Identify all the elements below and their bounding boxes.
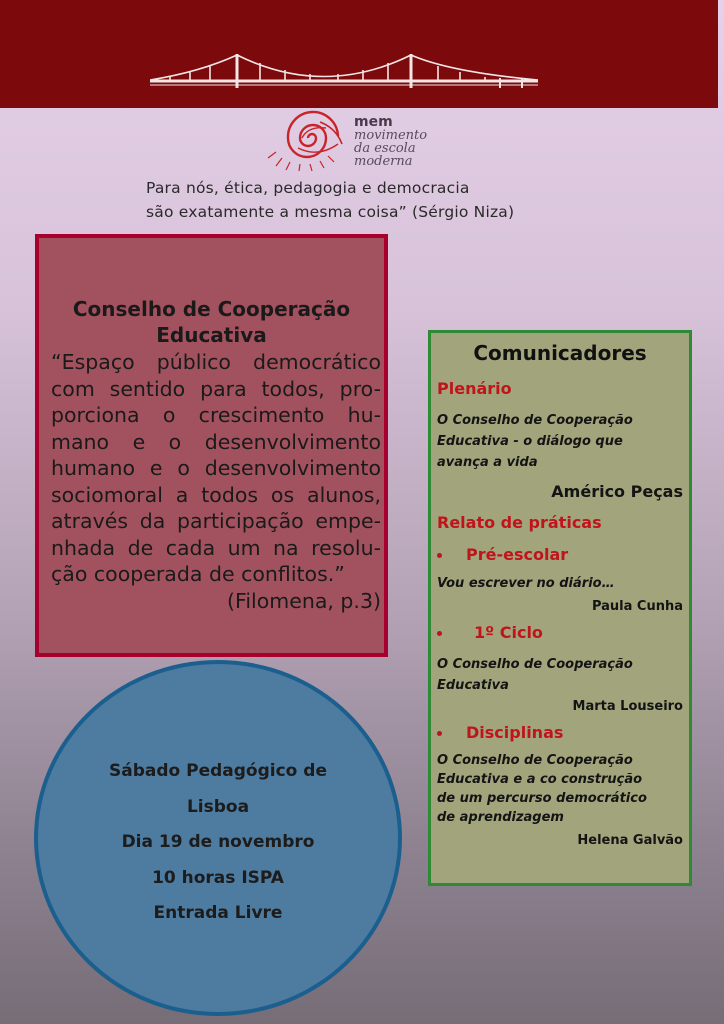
top-quote-line: são exatamente a mesma coisa” (Sérgio Niza) xyxy=(146,203,515,221)
suspension-bridge-icon xyxy=(150,50,538,90)
talk-line: O Conselho de Cooperação xyxy=(437,413,633,428)
practices-label: Relato de práticas xyxy=(437,513,602,532)
logo-name-line: da escola xyxy=(354,141,416,156)
event-info xyxy=(38,754,398,932)
council-quote-line: “Espaço público democrático xyxy=(51,350,381,374)
council-citation: (Filomena, p.3) xyxy=(227,588,381,613)
council-title-line: Educativa xyxy=(156,323,267,347)
council-box xyxy=(35,234,388,657)
logo-text xyxy=(354,116,427,168)
talk-line: Educativa e a co construção xyxy=(437,772,643,787)
talk-line: de aprendizagem xyxy=(437,810,564,825)
council-quote-line: nhada de cada um na resolu- xyxy=(51,535,381,560)
speakers-box xyxy=(428,330,692,886)
session-label xyxy=(437,623,543,642)
session-speaker: Helena Galvão xyxy=(577,833,683,848)
council-quote-line: porciona o crescimento hu- xyxy=(51,403,381,427)
talk-line: Educativa - o diálogo que xyxy=(437,434,623,449)
bullet-icon xyxy=(437,553,442,558)
council-quote xyxy=(51,349,381,614)
session-speaker: Paula Cunha xyxy=(591,599,683,614)
session-talk xyxy=(437,573,615,594)
event-line: 10 horas ISPA xyxy=(152,867,284,888)
council-quote-line: humano e o desenvolvimento xyxy=(51,456,381,480)
council-quote-line: através da participação empe- xyxy=(51,509,381,533)
session-label xyxy=(437,723,563,742)
event-line: Lisboa xyxy=(186,796,250,817)
council-quote-line: com sentido para todos, pro- xyxy=(51,376,381,401)
council-title-line: Conselho de Cooperação xyxy=(72,297,351,321)
session-label-text: 1º Ciclo xyxy=(474,623,543,642)
logo-abbr: mem xyxy=(354,114,393,130)
talk-line: de um percurso democrático xyxy=(437,791,647,806)
talk-line: O Conselho de Cooperação xyxy=(437,753,633,768)
event-line: Entrada Livre xyxy=(153,903,283,923)
top-quote-line: Para nós, ética, pedagogia e democracia xyxy=(146,179,470,197)
bullet-icon xyxy=(437,631,442,636)
logo-name-line: movimento xyxy=(354,128,428,143)
talk-line: Educativa xyxy=(437,678,509,693)
event-line: Dia 19 de novembro xyxy=(121,832,315,852)
logo-name-line: moderna xyxy=(354,154,413,169)
council-quote-line: mano e o desenvolvimento xyxy=(51,429,381,454)
top-quote xyxy=(146,176,666,224)
header-banner xyxy=(0,0,718,108)
council-title xyxy=(39,296,384,348)
plenary-label: Plenário xyxy=(437,379,512,398)
event-line: Sábado Pedagógico de xyxy=(109,761,327,781)
bullet-icon xyxy=(437,731,442,736)
speakers-heading: Comunicadores xyxy=(473,341,647,365)
talk-line: Vou escrever no diário… xyxy=(437,576,615,591)
council-quote-line: sociomoral a todos os alunos, xyxy=(51,482,381,507)
session-label-text: Pré-escolar xyxy=(466,545,569,564)
session-talk xyxy=(437,654,633,696)
plenary-talk xyxy=(437,410,633,473)
session-speaker: Marta Louseiro xyxy=(572,699,683,714)
talk-line: O Conselho de Cooperação xyxy=(437,657,633,672)
talk-line: avança a vida xyxy=(437,455,538,470)
session-talk xyxy=(437,751,647,827)
council-quote-line: ção cooperada de conflitos.” xyxy=(51,562,345,586)
event-circle xyxy=(34,660,402,1016)
session-label xyxy=(437,545,568,564)
session-label-text: Disciplinas xyxy=(466,723,564,742)
plenary-speaker: Américo Peças xyxy=(551,482,683,501)
